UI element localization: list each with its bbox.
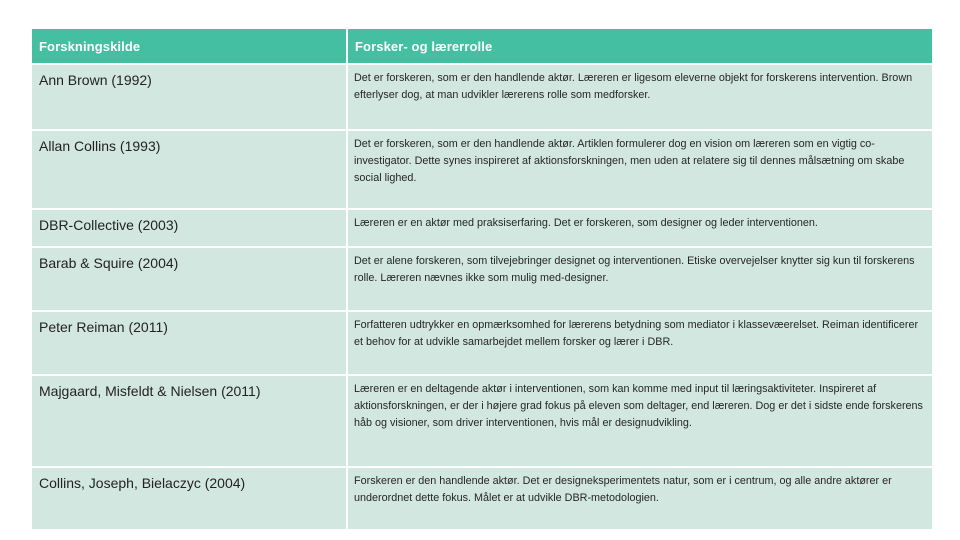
table-row — [31, 64, 933, 130]
research-roles-table-container — [30, 27, 932, 531]
source-cell: Collins, Joseph, Bielaczyc (2004) — [31, 467, 347, 530]
source-cell: Peter Reiman (2011) — [31, 311, 347, 375]
table-row — [31, 467, 933, 530]
table-row — [31, 130, 933, 209]
role-cell: Forskeren er den handlende aktør. Det er designeksperimentets natur, som er i centrum, og alle andre aktører er underordnet dette fokus. Målet er at udvikle DBR-metodologien. — [347, 467, 933, 530]
header-research-source: Forskningskilde — [31, 28, 347, 64]
role-cell: Læreren er en aktør med praksiserfaring. Det er forskeren, som designer og leder interventionen. — [347, 209, 933, 247]
header-researcher-teacher-role: Forsker- og lærerrolle — [347, 28, 933, 64]
source-cell: Ann Brown (1992) — [31, 64, 347, 130]
source-cell: Majgaard, Misfeldt & Nielsen (2011) — [31, 375, 347, 467]
table-row — [31, 311, 933, 375]
role-cell: Det er forskeren, som er den handlende aktør. Artiklen formulerer dog en vision om læreren som en vigtig co-investigator. Dette synes inspireret af aktionsforskningen, men uden at relatere sig til dennes målsætning om skabe social lighed. — [347, 130, 933, 209]
table-header-row — [31, 28, 933, 64]
role-cell: Det er forskeren, som er den handlende aktør. Læreren er ligesom eleverne objekt for forskerens intervention. Brown efterlyser dog, at man udvikler lærerens rolle som medforsker. — [347, 64, 933, 130]
table-row — [31, 209, 933, 247]
source-cell: Barab & Squire (2004) — [31, 247, 347, 311]
source-cell: Allan Collins (1993) — [31, 130, 347, 209]
role-cell: Det er alene forskeren, som tilvejebringer designet og interventionen. Etiske overvejelser knytter sig kun til forskerens rolle. Læreren nævnes ikke som mulig med-designer. — [347, 247, 933, 311]
table-row — [31, 375, 933, 467]
source-cell: DBR-Collective (2003) — [31, 209, 347, 247]
research-roles-table — [30, 27, 934, 531]
role-cell: Forfatteren udtrykker en opmærksomhed for lærerens betydning som mediator i klassevæerelset. Reiman identificerer et behov for at udvikle samarbejdet mellem forsker og lærer i DBR. — [347, 311, 933, 375]
role-cell: Læreren er en deltagende aktør i interventionen, som kan komme med input til læringsaktiviteter. Inspireret af aktionsforskningen, er der i højere grad fokus på eleven som deltager, end læreren. Dog er det i sidste ende forskerens håb og visioner, som driver interventionen, hvis mål er designudvikling. — [347, 375, 933, 467]
table-row — [31, 247, 933, 311]
